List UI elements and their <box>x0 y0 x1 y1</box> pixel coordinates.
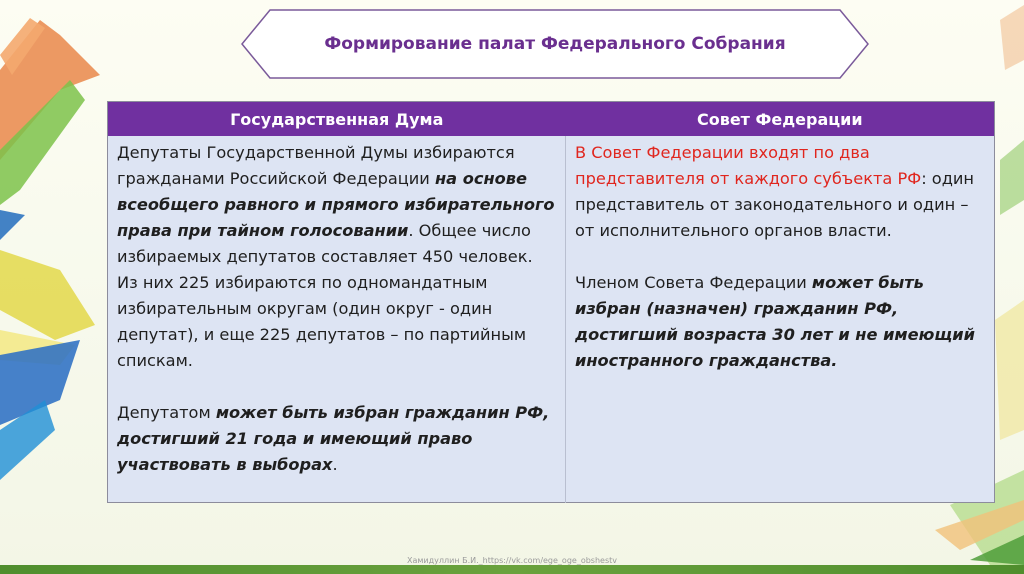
duma-p1-text: Депутаты Государственной Думы избираются гражданами Российской Федерации <box>117 143 515 188</box>
duma-p1-rest: . Общее число избираемых депутатов составляет 450 человек. Из них 225 избираются по одномандатным избирательным округам (один округ - один депутат), и еще 225 депутатов – по партийным спискам. <box>117 221 533 370</box>
duma-p2-emphasis: может быть избран гражданин РФ, достигший 21 года и имеющий право участвовать в выборах <box>117 403 550 474</box>
duma-p2-text: Депутатом <box>117 403 216 422</box>
left-ribbons <box>0 18 100 480</box>
bottom-green-bar <box>0 565 1024 574</box>
sovet-p1-rest: : один представитель от законодательного и один – от исполнительного органов власти. <box>575 169 974 240</box>
title-banner <box>240 8 870 80</box>
sovet-paragraph-2 <box>575 270 984 374</box>
cell-gosduma <box>108 136 566 503</box>
footer-credit: Хамидуллин Б.И._https://vk.com/ege_oge_obshestv <box>407 556 617 565</box>
cell-sovet-federacii <box>566 136 995 503</box>
header-gosduma: Государственная Дума <box>108 102 566 137</box>
table-row <box>108 136 995 503</box>
sovet-paragraph-1 <box>575 140 984 244</box>
table-header-row <box>108 102 995 137</box>
duma-paragraph-1 <box>117 140 555 374</box>
comparison-table <box>107 101 995 503</box>
header-sovet-federacii: Совет Федерации <box>566 102 995 137</box>
sovet-p2-text: Членом Совета Федерации <box>575 273 812 292</box>
sovet-p1-highlight: В Совет Федерации входят по два представителя от каждого субъекта РФ <box>575 143 922 188</box>
duma-p1-emphasis: на основе всеобщего равного и прямого избирательного права при тайном голосовании <box>117 169 555 240</box>
duma-paragraph-2 <box>117 400 555 478</box>
sovet-p2-emphasis: может быть избран (назначен) гражданин РФ, достигший возраста 30 лет и не имеющий иностранного гражданства. <box>575 273 975 370</box>
page-title: Формирование палат Федерального Собрания <box>324 34 786 54</box>
duma-p2-rest: . <box>332 455 338 474</box>
